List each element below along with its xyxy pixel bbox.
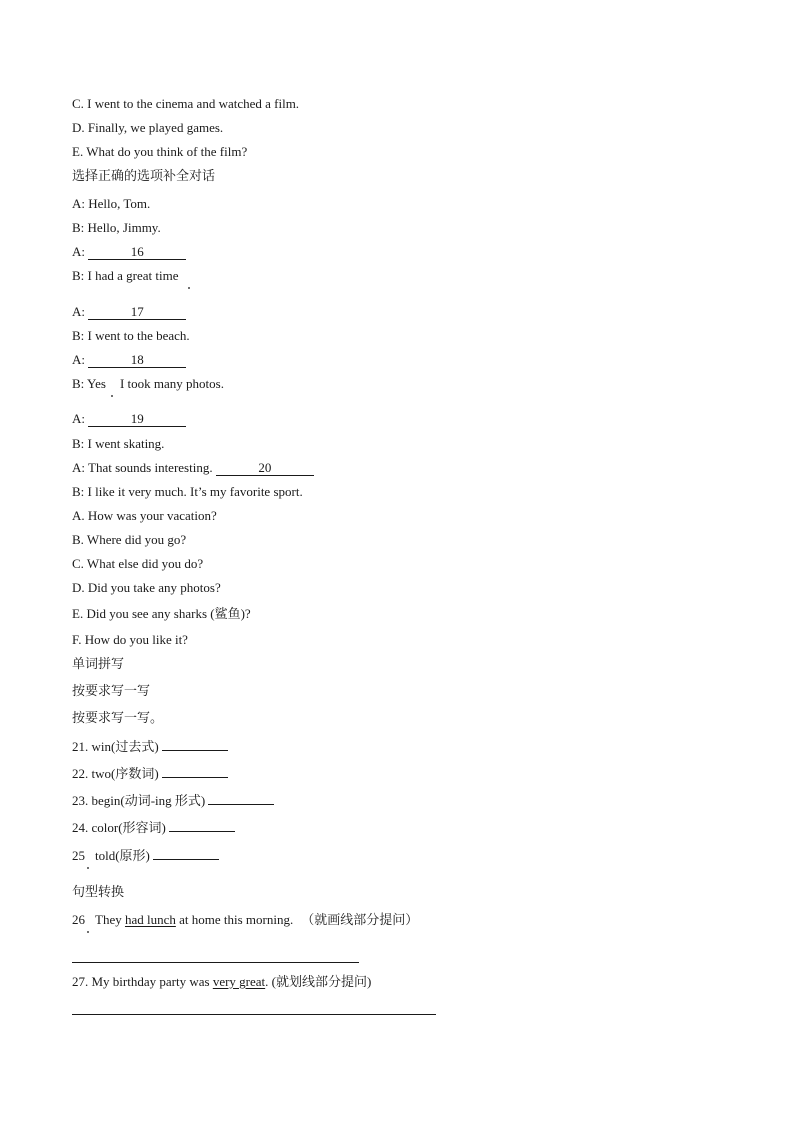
question-23 <box>72 793 274 809</box>
question-number: 25 <box>72 848 85 863</box>
dialogue-line-blank <box>72 244 186 260</box>
dialogue-line-blank <box>72 460 314 476</box>
answer-blank[interactable]: 18 <box>88 353 186 368</box>
dialogue-line: A: Hello, Tom. <box>72 196 151 211</box>
option-c: C. What else did you do? <box>72 556 204 571</box>
dialogue-line: B: I like it very much. It’s my favorite sport. <box>72 484 303 499</box>
dialogue-line-blank <box>72 304 186 320</box>
question-text: told(原形) <box>95 848 150 863</box>
option-d: D. Finally, we played games. <box>72 120 224 135</box>
stray-mark <box>111 395 113 397</box>
question-text: They <box>95 912 125 927</box>
question-text: 21. win(过去式) <box>72 739 159 754</box>
dialogue-line: B: I had a great time <box>72 268 179 283</box>
answer-blank[interactable]: 17 <box>88 305 186 320</box>
question-text: 23. begin(动词-ing 形式) <box>72 793 206 808</box>
answer-blank[interactable] <box>208 804 274 805</box>
answer-blank[interactable]: 20 <box>216 461 314 476</box>
question-22 <box>72 766 228 782</box>
dialogue-text: B: Yes <box>72 376 106 391</box>
dialogue-line <box>72 376 224 392</box>
dialogue-line: B: I went to the beach. <box>72 328 190 343</box>
speaker-label: A: <box>72 304 89 319</box>
answer-blank[interactable]: 19 <box>88 412 186 427</box>
answer-line[interactable] <box>72 962 359 963</box>
section-heading-transform: 句型转换 <box>72 885 125 900</box>
speaker-label: A: <box>72 244 89 259</box>
underlined-phrase: had lunch <box>124 912 176 927</box>
question-27 <box>72 974 371 990</box>
option-e: E. What do you think of the film? <box>72 144 248 159</box>
answer-blank[interactable] <box>162 750 228 751</box>
section-heading-dialogue: 选择正确的选项补全对话 <box>72 169 216 184</box>
option-e: E. Did you see any sharks (鲨鱼)? <box>72 606 251 621</box>
question-note: （就画线部分提问） <box>301 913 419 928</box>
instruction: 按要求写一写。 <box>72 711 164 726</box>
dialogue-line-blank <box>72 411 186 427</box>
dialogue-line-blank <box>72 352 186 368</box>
question-text: 24. color(形容词) <box>72 820 166 835</box>
question-text: at home this morning. <box>175 912 294 927</box>
underlined-phrase: very great <box>212 974 266 989</box>
option-a: A. How was your vacation? <box>72 508 217 523</box>
option-b: B. Where did you go? <box>72 532 187 547</box>
dialogue-line: B: I went skating. <box>72 436 165 451</box>
option-c: C. I went to the cinema and watched a film. <box>72 96 300 111</box>
question-26 <box>72 912 418 929</box>
option-f: F. How do you like it? <box>72 632 188 647</box>
question-text: . (就划线部分提问) <box>265 974 372 989</box>
answer-blank[interactable] <box>169 831 235 832</box>
section-heading-spelling: 单词拼写 <box>72 657 125 672</box>
dialogue-line: B: Hello, Jimmy. <box>72 220 161 235</box>
answer-blank[interactable] <box>162 777 228 778</box>
question-25 <box>72 848 219 864</box>
answer-line[interactable] <box>72 1014 436 1015</box>
instruction: 按要求写一写 <box>72 684 151 699</box>
speaker-label: A: <box>72 352 89 367</box>
question-text: 22. two(序数词) <box>72 766 159 781</box>
question-24 <box>72 820 235 836</box>
dialogue-text: I took many photos. <box>119 376 224 391</box>
question-number: 26 <box>72 912 85 927</box>
dialogue-text: A: That sounds interesting. <box>72 460 216 475</box>
stray-mark <box>87 931 89 933</box>
stray-mark <box>87 867 89 869</box>
speaker-label: A: <box>72 411 89 426</box>
question-21 <box>72 739 228 755</box>
option-d: D. Did you take any photos? <box>72 580 221 595</box>
question-text: 27. My birthday party was <box>72 974 213 989</box>
answer-blank[interactable] <box>153 859 219 860</box>
stray-mark <box>188 287 190 289</box>
answer-blank[interactable]: 16 <box>88 245 186 260</box>
